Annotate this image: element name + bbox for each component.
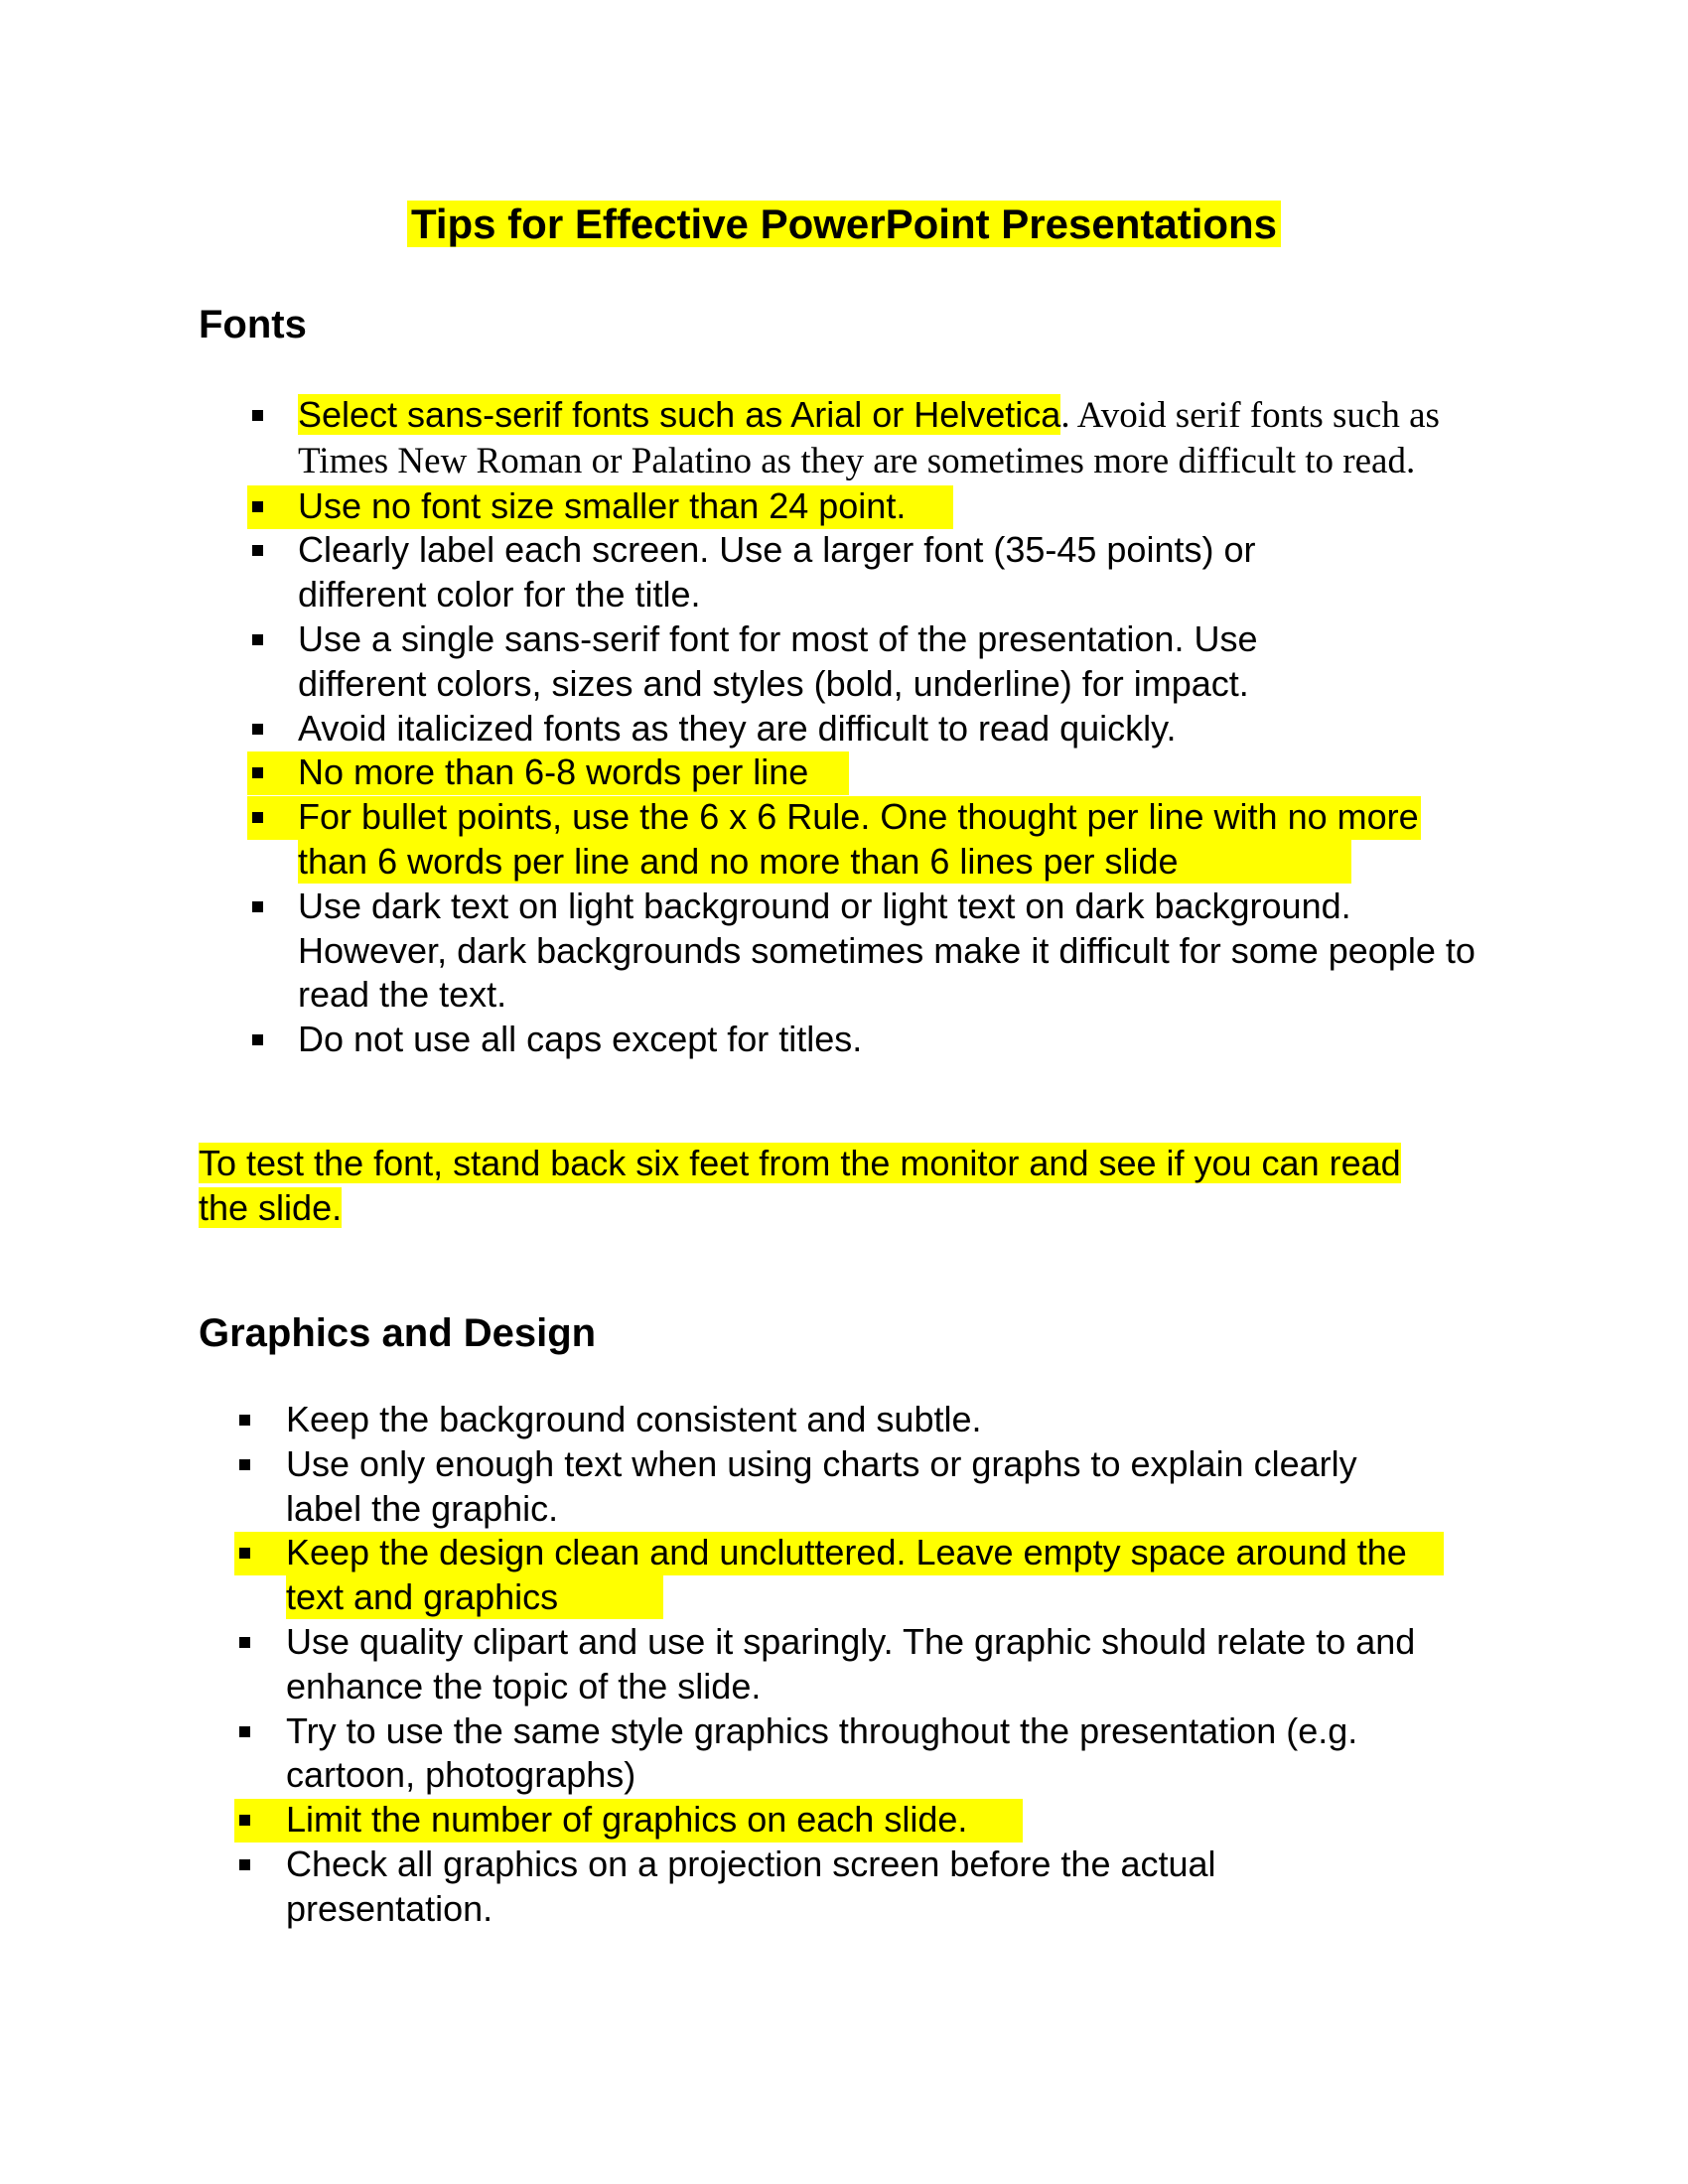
fonts-list	[247, 393, 1478, 1062]
bullet-icon	[239, 1815, 250, 1826]
list-item-text: For bullet points, use the 6 x 6 Rule. One thought per line with no more than 6 words per line and no more than 6 lines per slide	[298, 796, 1419, 882]
list-item-text: Use only enough text when using charts or graphs to explain clearly label the graphic.	[286, 1442, 1357, 1529]
list-item-text: Clearly label each screen. Use a larger font (35-45 points) or different color for the title.	[298, 529, 1256, 615]
bullet-icon	[252, 634, 263, 645]
list-item	[234, 1843, 1378, 1932]
list-item	[234, 1798, 1466, 1843]
list-item-text: Use dark text on light background or light text on dark background. However, dark backgrounds sometimes make it difficult for some people to read the text.	[298, 885, 1476, 1016]
list-item	[247, 617, 1340, 707]
bullet-icon	[239, 1415, 250, 1426]
list-item	[234, 1709, 1448, 1799]
list-item	[247, 528, 1350, 617]
list-item-text: Use no font size smaller than 24 point.	[298, 484, 907, 526]
document-title	[0, 197, 1688, 252]
list-item	[247, 1018, 1478, 1062]
list-item	[247, 393, 1529, 484]
list-item-text: Check all graphics on a projection screen before the actual presentation.	[286, 1843, 1216, 1929]
list-item	[234, 1398, 1466, 1442]
font-test-note	[199, 1142, 1430, 1231]
bullet-icon	[239, 1859, 250, 1870]
bullet-icon	[239, 1637, 250, 1648]
list-item	[247, 484, 1478, 529]
list-item-text: Limit the number of graphics on each slide.	[286, 1799, 968, 1841]
list-item-text: Avoid italicized fonts as they are difficult to read quickly.	[298, 707, 1177, 749]
graphics-list	[234, 1398, 1466, 1932]
list-item-text: Keep the design clean and uncluttered. Leave empty space around the text and graphics	[286, 1532, 1407, 1618]
list-item-text: Try to use the same style graphics throughout the presentation (e.g. cartoon, photographs)	[286, 1709, 1358, 1796]
bullet-icon	[252, 724, 263, 735]
bullet-icon	[239, 1726, 250, 1737]
list-item	[247, 707, 1478, 751]
bullet-icon	[252, 545, 263, 556]
bullet-icon	[252, 767, 263, 778]
bullet-icon	[239, 1548, 250, 1559]
list-item-text: Use a single sans-serif font for most of the presentation. Use different colors, sizes and styles (bold, underline) for impact.	[298, 617, 1258, 704]
bullet-icon	[252, 1034, 263, 1045]
list-item-text: Use quality clipart and use it sparingly. The graphic should relate to and enhance the topic of the slide.	[286, 1620, 1416, 1706]
list-item-text: Keep the background consistent and subtle.	[286, 1399, 982, 1439]
bullet-icon	[252, 901, 263, 912]
note-text: To test the font, stand back six feet from the monitor and see if you can read the slide.	[199, 1143, 1401, 1228]
bullet-icon	[239, 1459, 250, 1470]
bullet-icon	[252, 812, 263, 823]
list-item	[234, 1620, 1448, 1709]
title-text: Tips for Effective PowerPoint Presentations	[407, 201, 1281, 247]
list-item-text: Do not use all caps except for titles.	[298, 1019, 863, 1060]
list-item	[234, 1442, 1438, 1532]
bullet-icon	[252, 501, 263, 512]
list-item-highlighted-text: Select sans-serif fonts such as Arial or Helvetica	[298, 394, 1061, 435]
list-item-text: . Avoid serif fonts such as Times New Roman or Palatino as they are sometimes more difficult to read.	[298, 395, 1440, 481]
bullet-icon	[252, 410, 263, 421]
list-item	[247, 751, 1478, 795]
list-item	[247, 885, 1489, 1018]
section-heading-graphics-design: Graphics and Design	[199, 1311, 597, 1355]
list-item	[247, 795, 1420, 885]
list-item-text: No more than 6-8 words per line	[298, 751, 809, 793]
list-item	[234, 1531, 1438, 1620]
section-heading-fonts: Fonts	[199, 303, 307, 346]
